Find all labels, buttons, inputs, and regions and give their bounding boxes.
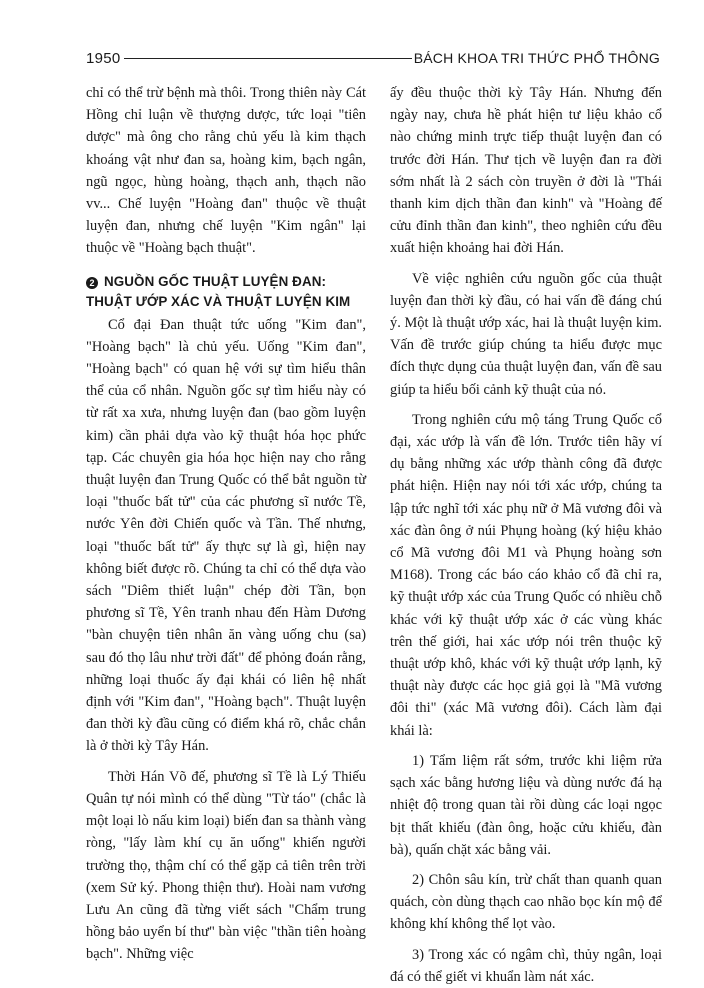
right-paragraph-3: Trong nghiên cứu mộ táng Trung Quốc cổ đại, xác ướp là vấn đề lớn. Trước tiên hãy ví dụ bằng những xác ướp thành công đã được phát hiện. Hiện nay nói tới xác ướp, chúng ta lập tức nghĩ tới xác phụ nữ ở Mã vương đôi và xác đàn ông ở núi Phụng hoàng (ký hiệu khảo cổ Mã vương đôi M1 và Phụng hoàng sơn M168). Trong các báo cáo khảo cổ đã chỉ ra, kỹ thuật ướp xác của Trung Quốc có nhiều chỗ khác với kỹ thuật ướp xác ở các vùng khác trên thế giới, hai xác ướp nói trên thuộc kỹ thuật ướp khô, khác với kỹ thuật ướp lạnh, kỹ thuật này được các học giả gọi là "Mã vương đôi thi" (xác Mã vương đôi). Cách làm đại khái là: [390, 411, 662, 739]
list-item-1: 1) Tẩm liệm rất sớm, trước khi liệm rửa sạch xác bằng hương liệu và dùng nước đá hạ nhiệt độ trong quan tài rồi dùng các loại ngọc bịt thất khiếu (đàn ông, hoặc cửu khiếu, đàn bà), quấn chặt xác bằng vải. [390, 752, 662, 858]
page-number: 1950 [86, 49, 121, 67]
page-header [86, 48, 660, 68]
left-paragraph-1: chỉ có thể trừ bệnh mà thôi. Trong thiên này Cát Hồng chỉ luận về thượng dược, tức loại "tiên dược" mà ông cho rằng chủ yếu là kim thạch khoáng vật như đan sa, hoàng kim, bạch ngân, ngũ ngọc, hùng hoàng, thạch anh, thạch não vv... Chế luyện "Hoàng đan" thuộc về thuật luyện đan, nhưng chế luyện "Kim ngân" lại thuộc về "Hoàng bạch thuật". [86, 85, 366, 257]
right-column [390, 82, 662, 988]
left-paragraph-3: Thời Hán Võ đế, phương sĩ Tề là Lý Thiếu Quân tự nói mình có thể dùng "Từ táo" (chắc là một loại lò nấu kim loại) biến đan sa thành vàng ròng, "lấy làm khí cụ ăn uống" khiến người trường thọ, thậm chí có thể gặp cả tiên trên trời (xem Sử ký. Phong thiện thư). Hoài nam vương Lưu An cũng đã từng viết sách "Chẩm trung hồng bảo uyển bí thư" bàn việc "thần tiên hoàng bạch". Những việc [86, 768, 366, 963]
section-heading-text: NGUỒN GỐC THUẬT LUYỆN ĐAN: THUẬT ƯỚP XÁC VÀ THUẬT LUYỆN KIM [86, 273, 351, 309]
scan-speck [322, 918, 324, 920]
section-heading [86, 272, 366, 312]
section-number-bullet: 2 [86, 277, 98, 289]
left-paragraph-2: Cổ đại Đan thuật tức uống "Kim đan", "Hoàng bạch" là chủ yếu. Uống "Kim đan", "Hoàng bạch" có quan hệ với sự tìm hiểu thân thể của cổ nhân. Nguồn gốc sự tìm hiểu này có từ rất xa xưa, nhưng luyện đan (bao gồm luyện kim) cần phải dựa vào kỹ thuật hóa học phức tạp. Các chuyên gia hóa học hiện nay cho rằng thuật luyện đan Trung Quốc có thể bắt nguồn từ loại "thuốc bất tử" của các phương sĩ nước Tề, nước Yên đời Chiến quốc và Tần. Thế nhưng, loại "thuốc bất tử" ấy thực sự là gì, hiện nay không biết được rõ. Chúng ta chỉ có thể dựa vào sách "Diêm thiết luận" chép đời Tần, bọn phương sĩ Tề, Yên tranh nhau đến Hàm Dương "bàn chuyện tiên nhân ăn vàng uống chu (sa) sau đó thọ lâu như trời đất" để phỏng đoán rằng, những loại thuốc ấy đại khái có liên hệ nhất định với "Kim đan", "Hoàng bạch". Thuật luyện đan thời kỳ đầu cũng có điểm khá rõ, chắc chắn là ở thời kỳ Tây Hán. [86, 316, 366, 755]
book-title: BÁCH KHOA TRI THỨC PHỔ THÔNG [413, 50, 660, 66]
list-item-3: 3) Trong xác có ngâm chì, thủy ngân, loại đá có thể giết vi khuẩn làm nát xác. [390, 946, 662, 985]
list-item-2: 2) Chôn sâu kín, trừ chất than quanh quan quách, còn dùng thạch cao nhão bọc kín mộ để không khí không thể lọt vào. [390, 871, 662, 933]
header-rule [124, 58, 412, 59]
right-paragraph-2: Về việc nghiên cứu nguồn gốc của thuật luyện đan thời kỳ đầu, có hai vấn đề đáng chú ý. Một là thuật ướp xác, hai là thuật luyện kim. Vấn đề trước giúp chúng ta hiểu được mục đích thực dụng của thuật luyện đan, vấn đề sau giúp ta hiểu bối cảnh kỹ thuật của nó. [390, 270, 662, 398]
left-column [86, 82, 366, 966]
right-paragraph-1: ấy đều thuộc thời kỳ Tây Hán. Nhưng đến ngày nay, chưa hề phát hiện tư liệu khảo cổ nào chứng minh trực tiếp thuật luyện đan có trước đời Hán. Thư tịch về luyện đan ra đời sớm nhất là 2 sách còn truyền ở đời là "Thái thanh kim dịch thần đan kinh" và "Hoàng đế cửu đỉnh thần đan kinh", theo nghiên cứu đều xuất hiện khoảng hai đời Hán. [390, 85, 662, 257]
